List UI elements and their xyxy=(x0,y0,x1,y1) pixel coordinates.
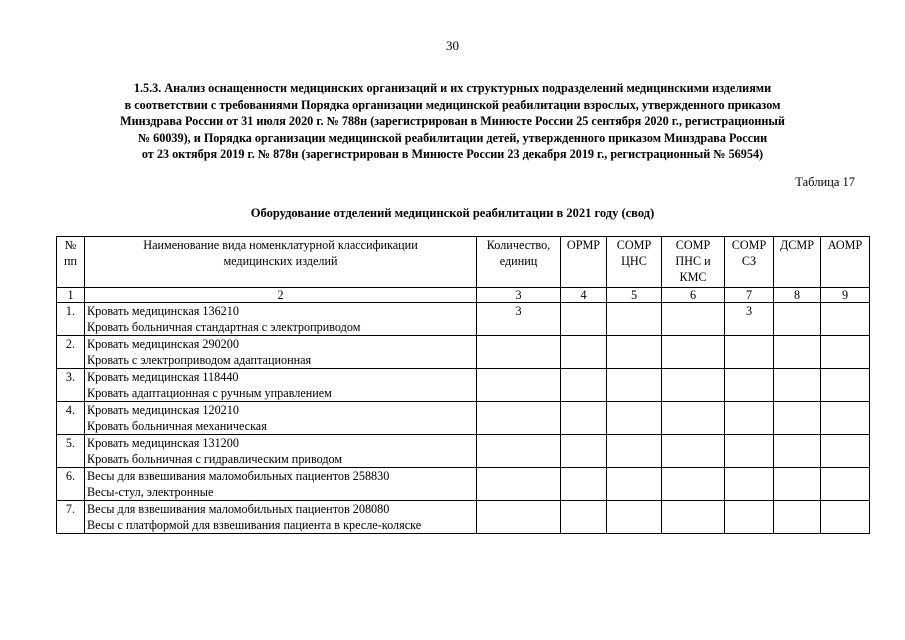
cell-somr-sz xyxy=(725,468,774,501)
cell-ormr xyxy=(561,468,607,501)
cell-quantity xyxy=(477,336,561,369)
device-code-line: Кровать медицинская 120210 xyxy=(87,403,239,417)
cell-ormr xyxy=(561,435,607,468)
column-number: 6 xyxy=(662,288,725,303)
header-text: ПНС и xyxy=(675,254,711,268)
column-number: 7 xyxy=(725,288,774,303)
row-number: 6. xyxy=(57,468,85,501)
header-text: СОМР xyxy=(675,238,711,252)
device-name xyxy=(85,303,477,336)
heading-line: 1.5.3. Анализ оснащенности медицинских организаций и их структурных подразделений медицинскими изделиями xyxy=(133,81,772,95)
cell-ormr xyxy=(561,402,607,435)
cell-somr-pns xyxy=(662,336,725,369)
cell-somr-pns xyxy=(662,303,725,336)
cell-somr-cns xyxy=(607,336,662,369)
header-text: АОМР xyxy=(827,238,863,252)
cell-aomr xyxy=(821,369,870,402)
cell-aomr xyxy=(821,303,870,336)
header-somr-pns xyxy=(662,237,725,288)
cell-somr-cns xyxy=(607,501,662,534)
cell-somr-sz xyxy=(725,435,774,468)
cell-aomr xyxy=(821,435,870,468)
device-code-line: Кровать медицинская 118440 xyxy=(87,370,239,384)
cell-dsmr xyxy=(774,303,821,336)
header-text: ДСМР xyxy=(779,238,815,252)
header-text: пп xyxy=(63,254,78,268)
cell-dsmr xyxy=(774,402,821,435)
header-name xyxy=(85,237,477,288)
cell-somr-cns xyxy=(607,468,662,501)
header-text: СОМР xyxy=(616,238,652,252)
table-row xyxy=(57,435,870,468)
cell-dsmr xyxy=(774,336,821,369)
header-text: Наименование вида номенклатурной классификации xyxy=(143,238,418,252)
header-text: Количество, xyxy=(486,238,551,252)
cell-quantity xyxy=(477,402,561,435)
header-text: ОРМР xyxy=(566,238,601,252)
header-somr-cns xyxy=(607,237,662,288)
device-name xyxy=(85,501,477,534)
device-type-line: Кровать больничная стандартная с электроприводом xyxy=(87,320,361,334)
cell-quantity xyxy=(477,468,561,501)
cell-quantity: 3 xyxy=(477,303,561,336)
device-name xyxy=(85,402,477,435)
device-code-line: Весы для взвешивания маломобильных пациентов 208080 xyxy=(87,502,390,516)
cell-quantity xyxy=(477,501,561,534)
header-dsmr xyxy=(774,237,821,288)
table-row xyxy=(57,336,870,369)
cell-somr-sz xyxy=(725,369,774,402)
row-number: 3. xyxy=(57,369,85,402)
cell-somr-pns xyxy=(662,468,725,501)
header-aomr xyxy=(821,237,870,288)
device-type-line: Кровать адаптационная с ручным управлением xyxy=(87,386,332,400)
row-number: 4. xyxy=(57,402,85,435)
device-code-line: Весы для взвешивания маломобильных пациентов 258830 xyxy=(87,469,390,483)
equipment-table xyxy=(56,236,870,534)
device-name xyxy=(85,435,477,468)
device-type-line: Кровать больничная с гидравлическим приводом xyxy=(87,452,343,466)
row-number: 5. xyxy=(57,435,85,468)
cell-dsmr xyxy=(774,501,821,534)
cell-ormr xyxy=(561,501,607,534)
header-text: СЗ xyxy=(741,254,757,268)
row-number: 2. xyxy=(57,336,85,369)
device-code-line: Кровать медицинская 131200 xyxy=(87,436,239,450)
cell-somr-cns xyxy=(607,303,662,336)
cell-somr-cns xyxy=(607,369,662,402)
cell-ormr xyxy=(561,303,607,336)
header-text: СОМР xyxy=(731,238,767,252)
device-name xyxy=(85,336,477,369)
cell-somr-cns xyxy=(607,435,662,468)
cell-aomr xyxy=(821,336,870,369)
cell-aomr xyxy=(821,468,870,501)
cell-somr-cns xyxy=(607,402,662,435)
device-type-line: Кровать с электроприводом адаптационная xyxy=(87,353,312,367)
table-title: Оборудование отделений медицинской реабилитации в 2021 году (свод) xyxy=(250,206,655,220)
device-code-line: Кровать медицинская 136210 xyxy=(87,304,239,318)
table-row xyxy=(57,501,870,534)
header-number xyxy=(57,237,85,288)
cell-dsmr xyxy=(774,369,821,402)
header-text: единиц xyxy=(499,254,538,268)
column-number-row xyxy=(57,288,870,303)
header-text: № xyxy=(64,238,77,252)
device-type-line: Весы-стул, электронные xyxy=(87,485,214,499)
device-name xyxy=(85,369,477,402)
cell-somr-pns xyxy=(662,435,725,468)
cell-somr-pns xyxy=(662,501,725,534)
table-label: Таблица 17 xyxy=(795,175,855,189)
table-row xyxy=(57,402,870,435)
section-heading xyxy=(40,80,865,163)
cell-aomr xyxy=(821,402,870,435)
cell-somr-sz xyxy=(725,336,774,369)
cell-somr-pns xyxy=(662,369,725,402)
row-number: 1. xyxy=(57,303,85,336)
cell-somr-sz: 3 xyxy=(725,303,774,336)
page-number: 30 xyxy=(446,38,459,53)
header-text: КМС xyxy=(679,270,707,284)
header-quantity xyxy=(477,237,561,288)
cell-dsmr xyxy=(774,468,821,501)
header-text: ЦНС xyxy=(621,254,647,268)
column-number: 3 xyxy=(477,288,561,303)
device-type-line: Кровать больничная механическая xyxy=(87,419,267,433)
cell-ormr xyxy=(561,336,607,369)
table-row xyxy=(57,369,870,402)
header-ormr xyxy=(561,237,607,288)
cell-somr-pns xyxy=(662,402,725,435)
column-number: 9 xyxy=(821,288,870,303)
cell-ormr xyxy=(561,369,607,402)
row-number: 7. xyxy=(57,501,85,534)
table-row xyxy=(57,468,870,501)
column-number: 1 xyxy=(57,288,85,303)
heading-line: № 60039), и Порядка организации медицинской реабилитации детей, утвержденного приказом Минздрава России xyxy=(137,130,768,145)
column-number: 2 xyxy=(85,288,477,303)
header-text: медицинских изделий xyxy=(223,254,338,268)
header-somr-sz xyxy=(725,237,774,288)
cell-somr-sz xyxy=(725,501,774,534)
cell-dsmr xyxy=(774,435,821,468)
heading-line: в соответствии с требованиями Порядка организации медицинской реабилитации взрослых, утвержденного приказом xyxy=(124,97,781,112)
device-name xyxy=(85,468,477,501)
table-row xyxy=(57,303,870,336)
cell-aomr xyxy=(821,501,870,534)
column-number: 8 xyxy=(774,288,821,303)
cell-quantity xyxy=(477,435,561,468)
column-number: 5 xyxy=(607,288,662,303)
heading-line: от 23 октября 2019 г. № 878н (зарегистрирован в Минюсте России 23 декабря 2019 г., регистрационный № 56954) xyxy=(141,147,764,161)
table-header-row xyxy=(57,237,870,288)
column-number: 4 xyxy=(561,288,607,303)
heading-line: Минздрава России от 31 июля 2020 г. № 788н (зарегистрирован в Минюсте России 25 сентября 2020 г., регистрационный xyxy=(120,114,785,128)
cell-quantity xyxy=(477,369,561,402)
device-code-line: Кровать медицинская 290200 xyxy=(87,337,239,351)
cell-somr-sz xyxy=(725,402,774,435)
device-type-line: Весы с платформой для взвешивания пациента в кресле-коляске xyxy=(87,518,422,532)
